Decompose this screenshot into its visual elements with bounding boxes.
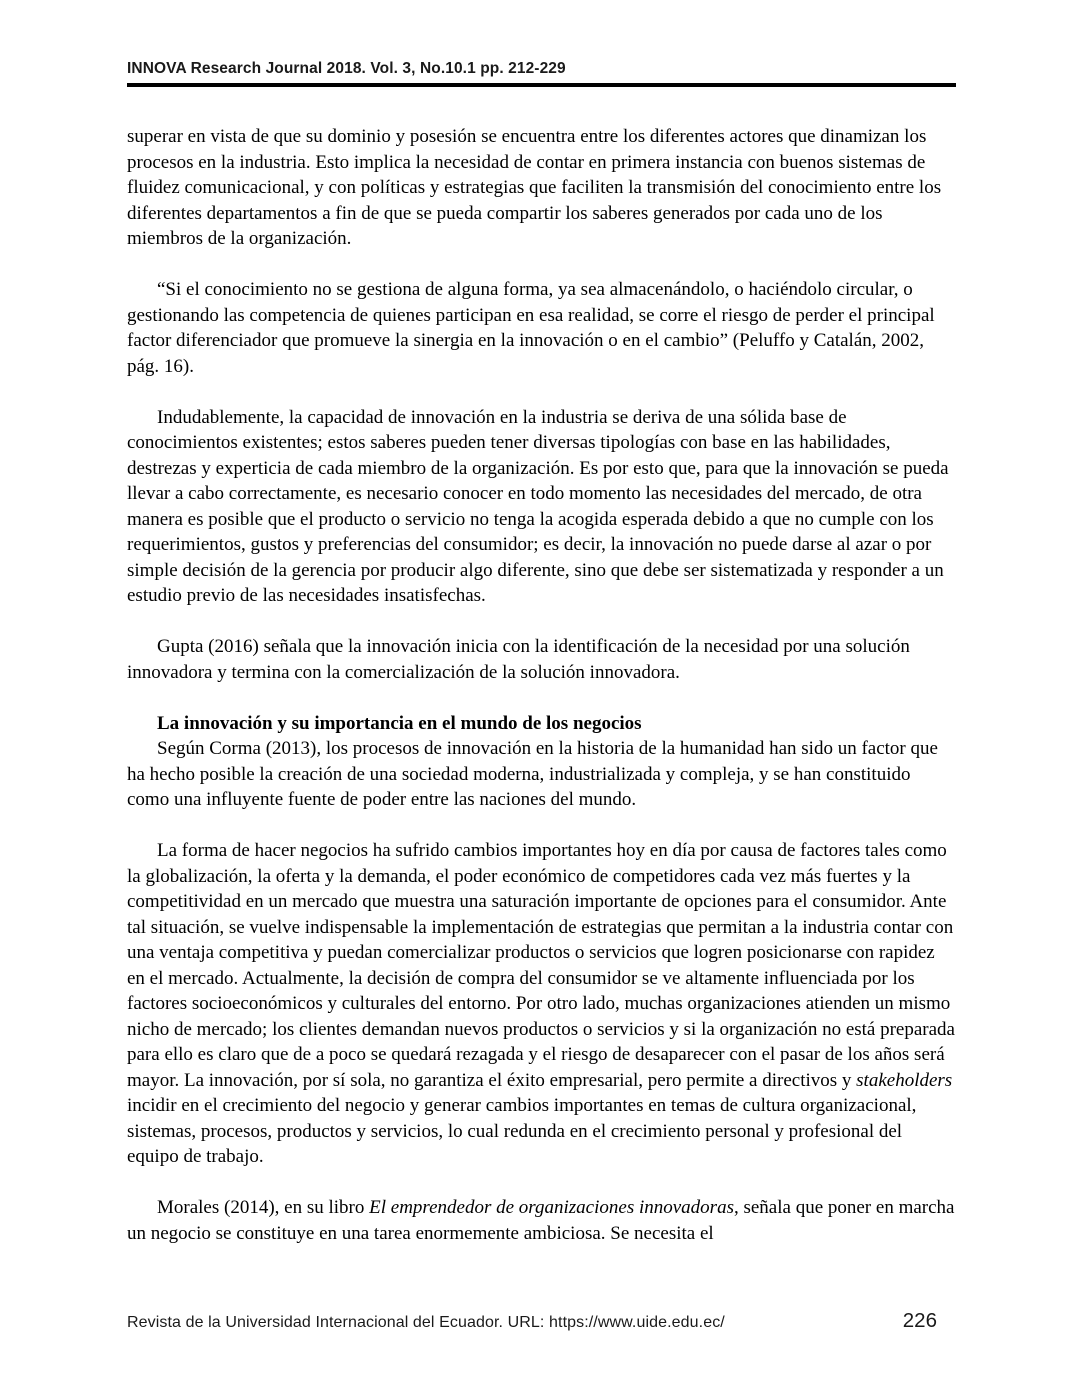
footer-journal-url: Revista de la Universidad Internacional del Ecuador. URL: https://www.uide.edu.ec/	[127, 1314, 725, 1331]
paragraph-indudablemente: Indudablemente, la capacidad de innovación en la industria se deriva de una sólida base de conocimientos existentes; estos saberes pueden tener diversas tipologías con base en las habilidades, destrezas y experticia de cada miembro de la organización. Es por esto que, para que la innovación se pueda llevar a cabo correctamente, es necesario conocer en todo momento las necesidades del mercado, de otra manera es posible que el producto o servicio no tenga la acogida esperada debido a que no cumple con los requerimientos, gustos y preferencias del consumidor; es decir, la innovación no puede darse al azar o por simple decisión de la gerencia por producir algo diferente, sino que debe ser sistematizada y responder a un estudio previo de las necesidades insatisfechas.	[127, 406, 949, 606]
paragraph-gupta: Gupta (2016) señala que la innovación inicia con la identificación de la necesidad por una solución innovadora y termina con la comercialización de la solución innovadora.	[127, 636, 910, 683]
paragraph-continued: superar en vista de que su dominio y posesión se encuentra entre los diferentes actores que dinamizan los procesos en la industria. Esto implica la necesidad de contar en primera instancia con buenos sistemas de fluidez comunicacional, y con políticas y estrategias que faciliten la transmisión del conocimiento entre los diferentes departamentos a fin de que se pueda compartir los saberes generados por cada uno de los miembros de la organización.	[127, 126, 942, 249]
paragraph-quote-peluffo: “Si el conocimiento no se gestiona de alguna forma, ya sea almacenándolo, o haciéndolo circular, o gestionando las competencia de quienes participan en esa realidad, se corre el riesgo de perder el principal factor diferenciador que promueve la sinergia en la innovación o en el cambio” (Peluffo y Catalán, 2002, pág. 16).	[127, 279, 935, 377]
header-rule	[127, 83, 956, 87]
paragraph-corma: Según Corma (2013), los procesos de innovación en la historia de la humanidad han sido un factor que ha hecho posible la creación de una sociedad moderna, industrializada y compleja, y se han constituido como una influyente fuente de poder entre las naciones del mundo.	[127, 738, 938, 810]
page-footer	[127, 1309, 955, 1333]
paragraph-morales: Morales (2014), en su libro El emprendedor de organizaciones innovadoras, señala que poner en marcha un negocio se constituye en una tarea enormemente ambiciosa. Se necesita el	[127, 1197, 955, 1244]
journal-header-line: INNOVA Research Journal 2018. Vol. 3, No.10.1 pp. 212-229	[127, 60, 566, 77]
paragraph-forma-negocios: La forma de hacer negocios ha sufrido cambios importantes hoy en día por causa de factores tales como la globalización, la oferta y la demanda, el poder económico de competidores cada vez más fuertes y la competitividad en un mercado que muestra una saturación importante de opciones para el consumidor. Ante tal situación, se vuelve indispensable la implementación de estrategias que permitan a la industria contar con una ventaja competitiva y puedan comercializar productos o servicios que logren posicionarse con rapidez en el mercado. Actualmente, la decisión de compra del consumidor se ve altamente influenciada por los factores socioeconómicos y culturales del entorno. Por otro lado, muchas organizaciones atienden un mismo nicho de mercado; los clientes demandan nuevos productos o servicios y si la organización no está preparada para ello es claro que de a poco se quedará rezagada y el riesgo de desaparecer con el pasar de los años será mayor. La innovación, por sí sola, no garantiza el éxito empresarial, pero permite a directivos y stakeholders incidir en el crecimiento del negocio y generar cambios importantes en temas de cultura organizacional, sistemas, procesos, productos y servicios, lo cual redunda en el crecimiento personal y profesional del equipo de trabajo.	[127, 840, 955, 1167]
page-number: 226	[902, 1309, 937, 1332]
article-body	[127, 124, 955, 1272]
page-header	[127, 60, 956, 87]
section-heading: La innovación y su importancia en el mundo de los negocios	[157, 712, 642, 734]
